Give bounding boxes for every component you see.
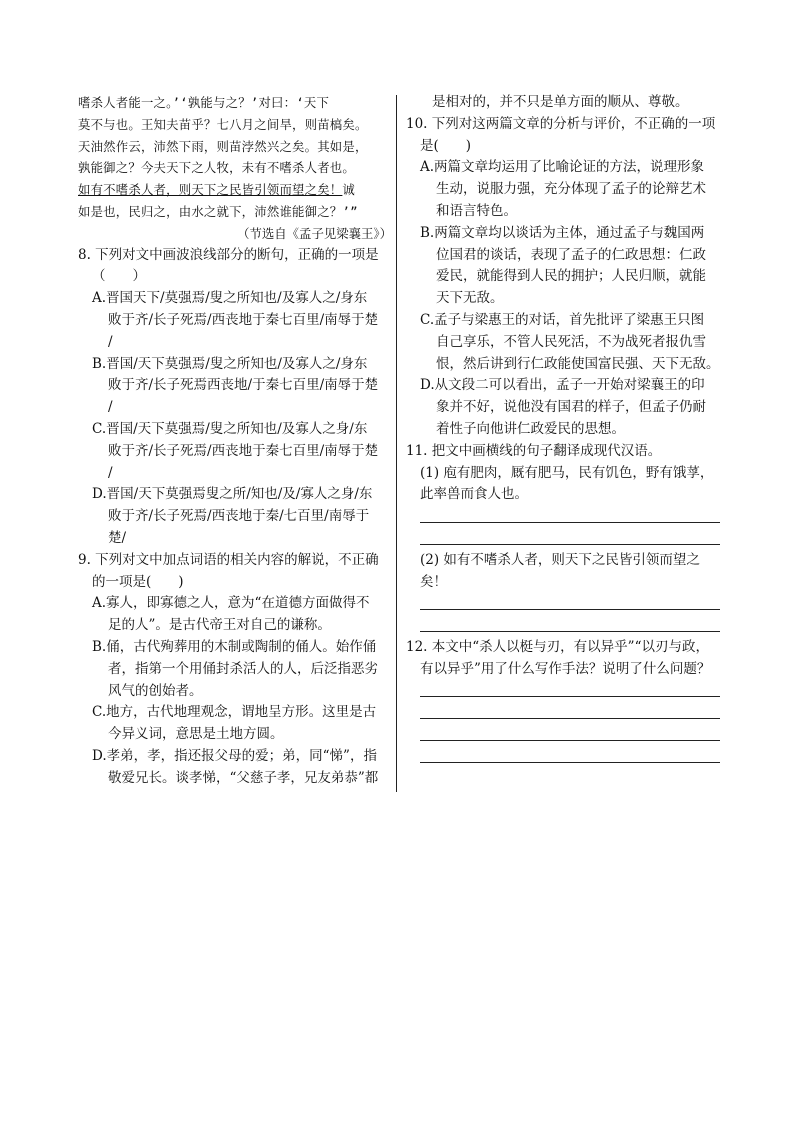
question-stem: 有以异乎”用了什么写作手法？说明了什么问题？ <box>420 660 711 677</box>
option-text: 晋国/天下莫强焉/叟之所知也/及寡人之/身东 <box>106 355 368 372</box>
question-10 <box>406 114 720 441</box>
passage <box>78 92 392 223</box>
question-stem: 是( ) <box>420 137 472 154</box>
option-text: 楚/ <box>108 529 127 546</box>
option-c[interactable] <box>406 310 720 375</box>
option-text: 敬爱兄长。谈孝悌，“父慈子孝，兄友弟恭”都 <box>108 769 379 786</box>
question-stem: 8. 下列对文中画波浪线部分的断句，正确的一项是 <box>78 246 379 263</box>
option-c[interactable] <box>78 702 392 746</box>
option-label: B. <box>92 355 107 372</box>
passage-fragment: 诚 <box>342 182 355 198</box>
option-text: 败于齐/长子死焉/西丧地于秦/七百里/南辱于 <box>108 508 370 525</box>
option-text: / <box>108 464 113 481</box>
option-text: / <box>108 399 113 416</box>
option-text: 俑，古代殉葬用的木制或陶制的俑人。始作俑 <box>106 638 377 655</box>
passage-line: 嗜杀人者能一之。’‘孰能与之？’对曰：‘天下 <box>78 95 330 110</box>
question-8 <box>78 245 392 550</box>
option-a[interactable] <box>406 157 720 222</box>
option-label: A. <box>92 595 107 612</box>
passage-line: 天油然作云，沛然下雨，则苗浡然兴之矣。其如是， <box>78 138 368 154</box>
option-text: 两篇文章均运用了比喻论证的方法，说理形象 <box>434 159 705 176</box>
right-column <box>406 92 720 768</box>
answer-bracket: （ ） <box>92 268 146 285</box>
question-9 <box>78 550 392 790</box>
option-text: 败于齐/长子死焉/西丧地于秦七百里/南辱于楚 <box>108 311 379 328</box>
answer-line[interactable] <box>406 593 720 615</box>
option-text: 孟子与梁惠王的对话，首先批评了梁惠王只图 <box>434 311 705 328</box>
passage-line <box>78 179 392 201</box>
passage-line: 莫不与也。王知夫苗乎？七八月之间旱，则苗槁矣。 <box>78 116 368 132</box>
option-text: 着性子向他讲仁政爱民的思想。 <box>436 420 625 437</box>
passage-source: （节选自《孟子见梁襄王》） <box>237 225 392 241</box>
option-text: 两篇文章均以谈话为主体，通过孟子与魏国两 <box>434 224 705 241</box>
option-b[interactable] <box>78 354 392 419</box>
answer-line[interactable] <box>406 615 720 637</box>
option-text: 象并不好，说他没有国君的样子，但孟子仍耐 <box>436 399 706 416</box>
option-text: / <box>108 333 113 350</box>
option-d[interactable] <box>78 746 392 790</box>
option-label: C. <box>92 420 107 437</box>
option-text: 败于齐/长子死焉/西丧地于秦七百里/南辱于楚 <box>108 442 379 459</box>
option-label: D. <box>420 377 435 394</box>
option-text: 从文段二可以看出，孟子一开始对梁襄王的印 <box>434 377 705 394</box>
column-divider <box>396 95 397 792</box>
option-c[interactable] <box>78 419 392 484</box>
option-text: 和语言特色。 <box>436 202 517 219</box>
option-text: 自己享乐，不管人民死活，不为战死者报仇雪 <box>436 333 706 350</box>
question-stem: 12. 本文中“杀人以梃与刃，有以异乎”“以刃与政， <box>406 638 709 655</box>
option-text: 寡人，即寡德之人，意为“在道德方面做得不 <box>106 595 370 612</box>
passage-line: 孰能御之？今夫天下之人牧，未有不嗜杀人者也。 <box>78 160 355 176</box>
option-d[interactable] <box>406 375 720 440</box>
question-11 <box>406 441 720 637</box>
option-text: 晋国/天下莫强焉/叟之所知也/及寡人之身/东 <box>106 420 368 437</box>
option-text: 爱民，就能得到人民的拥护；人民归顺，就能 <box>436 268 706 285</box>
option-text: 今异义词，意思是土地方圆。 <box>108 726 284 743</box>
sub-question-2: 矣！ <box>420 573 447 590</box>
option-text: 晋国/天下莫强焉叟之所/知也/及/寡人之身/东 <box>106 486 373 503</box>
option-text: 风气的创始者。 <box>108 682 203 699</box>
answer-line[interactable] <box>406 702 720 724</box>
option-label: D. <box>92 486 107 503</box>
option-label: C. <box>420 311 435 328</box>
option-label: D. <box>92 747 107 764</box>
option-b[interactable] <box>406 223 720 310</box>
option-text: 位国君的谈话，表现了孟子的仁政思想：仁政 <box>436 246 706 263</box>
option-label: A. <box>92 290 107 307</box>
option-text: 地方，古代地理观念，谓地呈方形。这里是古 <box>106 704 377 721</box>
question-stem: 11. 把文中画横线的句子翻译成现代汉语。 <box>406 442 662 459</box>
answer-line[interactable] <box>406 724 720 746</box>
continued-text: 是相对的，并不只是单方面的顺从、尊敬。 <box>432 94 689 110</box>
sub-question-2: (2) 如有不嗜杀人者，则天下之民皆引领而望之 <box>420 551 700 568</box>
sub-question-1: 此率兽而食人也。 <box>420 486 528 503</box>
question-stem: 9. 下列对文中加点词语的相关内容的解说，不正确 <box>78 551 379 568</box>
option-a[interactable] <box>78 288 392 353</box>
option-text: 败于齐/长子死焉西丧地/于秦七百里/南辱于楚 <box>108 377 379 394</box>
option-text: 晋国天下/莫强焉/叟之所知也/及寡人之/身东 <box>106 290 368 307</box>
option-label: C. <box>92 704 107 721</box>
question-stem: 10. 下列对这两篇文章的分析与评价，不正确的一项 <box>406 115 716 132</box>
underlined-sentence: 如有不嗜杀人者，则天下之民皆引领而望之矣！ <box>78 182 343 198</box>
option-text: 恨，然后讲到行仁政能使国富民强、天下无敌。 <box>436 355 720 372</box>
option-label: B. <box>92 638 107 655</box>
answer-line[interactable] <box>406 746 720 768</box>
option-text: 者，指第一个用俑封杀活人的人，后泛指恶劣 <box>108 660 378 677</box>
question-stem: 的一项是( ) <box>92 573 184 590</box>
option-a[interactable] <box>78 593 392 637</box>
option-label: B. <box>420 224 435 241</box>
answer-line[interactable] <box>406 681 720 703</box>
option-text: 孝弟，孝，指还报父母的爱；弟，同“悌”，指 <box>106 747 377 764</box>
option-b[interactable] <box>78 637 392 702</box>
sub-question-1: (1) 庖有肥肉，厩有肥马，民有饥色，野有饿莩， <box>420 464 714 481</box>
passage-line: 如是也，民归之，由水之就下，沛然谁能御之？’” <box>78 203 358 219</box>
option-d[interactable] <box>78 484 392 549</box>
answer-line[interactable] <box>406 506 720 528</box>
answer-line[interactable] <box>406 528 720 550</box>
option-text: 生动，说服力强，充分体现了孟子的论辩艺术 <box>436 181 706 198</box>
option-text: 天下无敌。 <box>436 290 504 307</box>
option-text: 足的人”。是古代帝王对自己的谦称。 <box>108 617 331 634</box>
left-column <box>78 92 392 790</box>
option-label: A. <box>420 159 435 176</box>
question-12 <box>406 637 720 768</box>
